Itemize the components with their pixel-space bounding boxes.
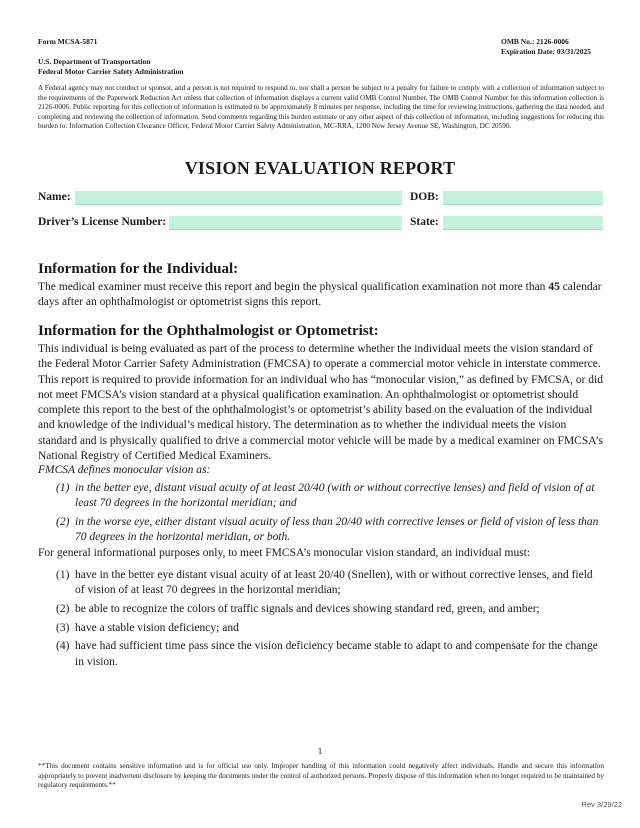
revision-date: Rev 3/29/22: [581, 800, 622, 809]
individual-text-after: calendar days after an ophthalmologist or optometrist signs this report.: [38, 281, 602, 309]
standard-requirements-list: [38, 568, 604, 673]
list-item: [38, 602, 604, 617]
list-item: [38, 481, 604, 512]
page-title: VISION EVALUATION REPORT: [184, 158, 456, 178]
list-item: [38, 515, 604, 546]
dob-label: DOB:: [410, 191, 439, 203]
state-label: State:: [410, 216, 439, 228]
item-text: have a stable vision deficiency; and: [75, 621, 239, 634]
dob-field[interactable]: [443, 191, 603, 205]
item-number: (1): [56, 569, 70, 581]
form-header-right: [501, 37, 591, 57]
monocular-intro: FMCSA defines monocular vision as:: [38, 464, 211, 476]
item-number: (1): [56, 482, 70, 494]
list-item: [38, 568, 604, 599]
sensitivity-footer: **This document contains sensitive information and is for official use only. Improper handling of this information could negatively affect individuals. Handle and secure this information appropriately to prevent inadvertent disclosure by keeping the documents under the control of authorized persons. Properly dispose of this information when no longer required to be maintained by regulatory requirements.**: [38, 762, 604, 790]
item-text: in the worse eye, either distant visual acuity of less than 20/40 with corrective lenses or field of vision of less than 70 degrees in the horizontal meridian, or both.: [75, 515, 599, 544]
department-name: U.S. Department of Transportation: [38, 57, 151, 66]
state-field[interactable]: [443, 216, 603, 230]
ophthalmologist-heading: Information for the Ophthalmologist or Optometrist:: [38, 323, 379, 339]
list-item: [38, 621, 604, 636]
item-number: (4): [56, 640, 70, 653]
item-text: be able to recognize the colors of traffic signals and devices showing standard red, green, and amber;: [75, 602, 540, 615]
item-text: have in the better eye distant visual acuity of at least 20/40 (Snellen), with or without corrective lenses, and field of vision of at least 70 degrees in the horizontal meridian;: [75, 569, 593, 597]
burden-statement: A Federal agency may not conduct or sponsor, and a person is not required to respond to, nor shall a person be subject to a penalty for failure to comply with a collection of information subject to the requirements of the Paperwork Reduction Act unless that collection of information displays a current valid OMB Control Number. The OMB Control Number for this information collection is 2126-0006. Public reporting for this collection of information is estimated to be approximately 8 minutes per response, including the time for reviewing instructions, gathering the data needed, and completing and reviewing the collection of information. Send comments regarding this burden estimate or any other aspect of this collection of information, including suggestions for reducing this burden to: Information Collection Clearance Officer, Federal Motor Carrier Safety Administration, MC-RRA, 1200 New Jersey Avenue SE, Washington, DC 20590.: [38, 84, 604, 131]
form-number: Form MCSA-5871: [38, 37, 98, 46]
monocular-definition-list: [38, 481, 604, 549]
ophthalmologist-paragraph: This individual is being evaluated as part of the process to determine whether the individual meets the vision standard of the Federal Motor Carrier Safety Administration (FMCSA) to operate a commercial motor vehicle in interstate commerce. This report is required to provide information for an individual who has “monocular vision,” as defined by FMCSA, or did not meet FMCSA’s vision standard at a physical qualification examination. An ophthalmologist or optometrist should complete this report to the best of the ophthalmologist’s or optometrist’s ability based on the evaluation of the individual and knowledge of the individual’s medical history. The determination as to whether the individual meets the vision standard and is physically qualified to drive a commercial motor vehicle will be made by a medical examiner on FMCSA’s National Registry of Certified Medical Examiners.: [38, 343, 603, 463]
days-count: 45: [548, 281, 560, 293]
name-field[interactable]: [75, 191, 402, 205]
individual-text-before: The medical examiner must receive this report and begin the physical qualification examination not more than: [38, 281, 549, 293]
item-text: in the better eye, distant visual acuity of at least 20/40 (with or without corrective lenses) and field of vision of at least 70 degrees in the horizontal meridian; and: [75, 482, 595, 510]
license-label: Driver’s License Number:: [38, 216, 167, 228]
agency-name: Federal Motor Carrier Safety Administration: [38, 67, 184, 76]
omb-number: OMB No.: 2126-0006: [501, 37, 569, 46]
individual-heading: Information for the Individual:: [38, 261, 239, 277]
form-header-left: [38, 37, 184, 77]
item-number: (2): [56, 515, 70, 528]
expiration-date: Expiration Date: 03/31/2025: [501, 47, 591, 56]
item-text: have had sufficient time pass since the vision deficiency became stable to adapt to and compensate for the change in vision.: [75, 640, 598, 668]
license-field[interactable]: [169, 216, 402, 230]
individual-paragraph: [38, 280, 606, 311]
item-number: (2): [56, 602, 70, 615]
page-number: 1: [317, 746, 323, 756]
list-item: [38, 639, 604, 670]
name-label: Name:: [38, 191, 71, 203]
item-number: (3): [56, 621, 70, 634]
standard-intro: For general informational purposes only, to meet FMCSA’s monocular vision standard, an individual must:: [38, 547, 531, 559]
